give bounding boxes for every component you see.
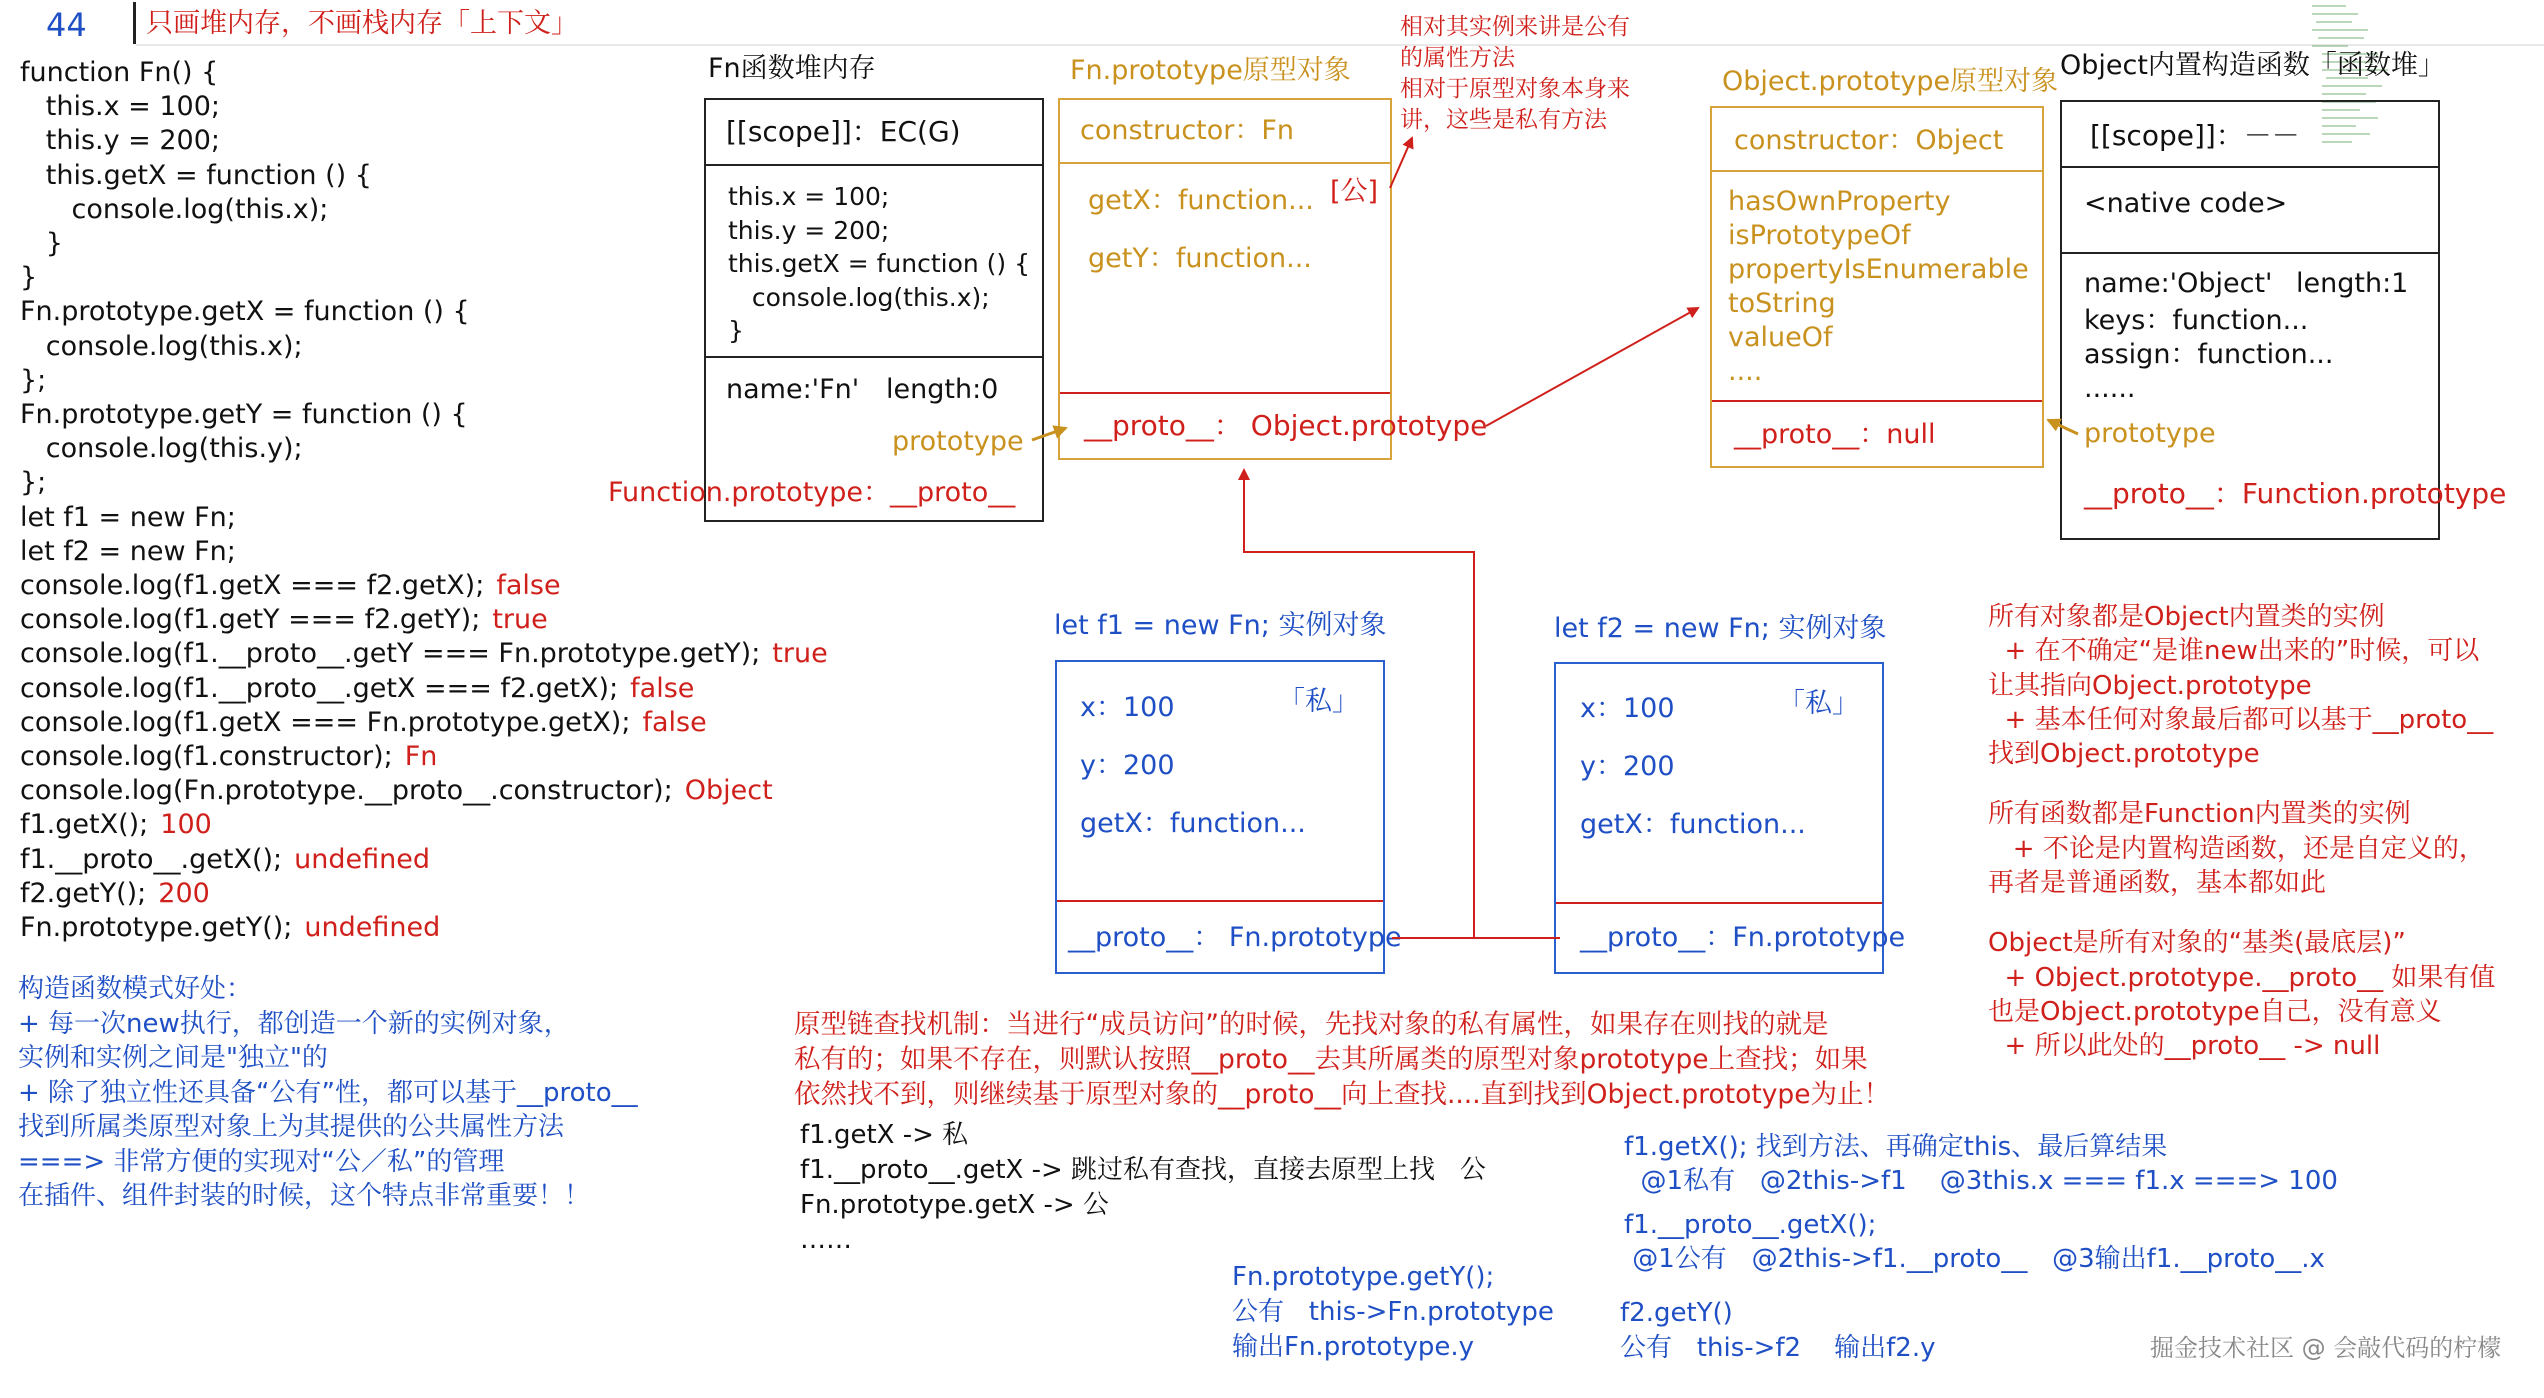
benefits-line: 实例和实例之间是"独立"的 <box>18 1043 328 1073</box>
code-text: let f1 = new Fn; <box>20 501 236 533</box>
code-text: this.x = 100; <box>20 91 220 123</box>
public-tag: [公] <box>1330 176 1379 207</box>
object-prototype-pointer-arrow <box>2048 420 2078 434</box>
right-note-line: 所有函数都是Function内置类的实例 <box>1988 799 2411 830</box>
code-result: undefined <box>304 912 441 944</box>
object-ctor-prop: ...... <box>2084 373 2136 404</box>
right-note-line: 找到Object.prototype <box>1988 739 2260 770</box>
public-note-line: 相对其实例来讲是公有 <box>1400 14 1630 40</box>
right-note-line: + 基本任何对象最后都可以基于__proto__ <box>1988 704 2494 735</box>
fn-name: name:'Fn' <box>726 374 860 405</box>
object-ctor-proto: __proto__：Function.prototype <box>2084 477 2507 510</box>
right-note-line: 也是Object.prototype自己，没有意义 <box>1988 996 2442 1027</box>
object-ctor-scope: [[scope]]：－－ <box>2090 119 2300 152</box>
object-ctor-prototype-label: prototype <box>2084 418 2216 449</box>
code-result: Fn <box>404 741 438 773</box>
f1-private-tag: 「私」 <box>1278 686 1359 717</box>
f2-x: x：100 <box>1580 693 1675 724</box>
code-text: console.log(f1.constructor); <box>20 741 393 773</box>
object-prototype-constructor: constructor：Object <box>1734 125 2004 156</box>
public-note-line: 的属性方法 <box>1400 45 1515 71</box>
object-ctor-length: length:1 <box>2296 268 2409 299</box>
lookup-example-line: f1.__proto__.getX -> 跳过私有查找，直接去原型上找 公 <box>800 1155 1486 1185</box>
code-text: console.log(f1.getY === f2.getY); <box>20 604 481 636</box>
code-text: f1.getX(); <box>20 809 149 841</box>
fn-prototype-label: prototype <box>892 426 1024 457</box>
fn-body-line: } <box>728 316 744 345</box>
call-note-line: 公有 this->Fn.prototype <box>1232 1297 1554 1327</box>
code-text: Fn.prototype.getY(); <box>20 912 293 944</box>
f2-getx: getX：function... <box>1580 809 1806 840</box>
fn-body-line: console.log(this.x); <box>728 282 990 312</box>
object-ctor-name: name:'Object' <box>2084 268 2273 299</box>
object-ctor-title: Object内置构造函数「函数堆」 <box>2060 50 2445 81</box>
benefits-line: + 每一次new执行，都创造一个新的实例对象， <box>18 1008 570 1039</box>
code-text: console.log(this.x); <box>20 193 329 225</box>
code-text: } <box>20 262 38 294</box>
code-text: f2.getY(); <box>20 877 147 909</box>
call-note-line: @1公有 @2this->f1.__proto__ @3输出f1.__proto__.x <box>1624 1244 2325 1274</box>
object-prototype-method: valueOf <box>1728 322 1833 353</box>
fn-prototype-getx: getX：function... <box>1088 185 1314 216</box>
code-text: }; <box>20 364 47 396</box>
right-note-line: 再者是普通函数，基本都如此 <box>1988 868 2327 899</box>
code-text: console.log(f1.getX === Fn.prototype.getX); <box>20 706 631 738</box>
f2-private-tag: 「私」 <box>1778 688 1859 719</box>
code-result: false <box>642 706 707 738</box>
slide-number: 44 <box>46 6 87 44</box>
fn-prototype-title: Fn.prototype原型对象 <box>1070 55 1351 86</box>
lookup-line: 依然找不到，则继续基于原型对象的__proto__向上查找....直到找到Object.prototype为止！ <box>794 1079 1891 1110</box>
lookup-line: 私有的；如果不存在，则默认按照__proto__去其所属类的原型对象prototype上查找；如果 <box>794 1044 1868 1075</box>
call-note-line: f1.getX(); 找到方法、再确定this、最后算结果 <box>1624 1132 2168 1162</box>
f1-title: let f1 = new Fn; 实例对象 <box>1054 610 1387 641</box>
fn-scope: [[scope]]：EC(G) <box>726 115 961 148</box>
code-text: function Fn() { <box>20 57 219 88</box>
object-ctor-prop: keys：function... <box>2084 305 2309 336</box>
code-result: 100 <box>160 809 212 841</box>
watermark: 掘金技术社区 @ 会敲代码的柠檬 <box>2150 1334 2502 1362</box>
object-prototype-method: propertyIsEnumerable <box>1728 254 2029 285</box>
code-text: console.log(f1.__proto__.getY === Fn.prototype.getY); <box>20 638 761 670</box>
code-text: f1.__proto__.getX(); <box>20 843 283 875</box>
instance-proto-arrow <box>1244 470 1474 938</box>
code-text: console.log(f1.__proto__.getX === f2.getX); <box>20 672 619 704</box>
code-result: Object <box>684 775 773 807</box>
object-ctor-prop: assign：function... <box>2084 339 2334 370</box>
fn-proto-label: Function.prototype：__proto__ <box>608 477 1016 508</box>
benefits-line: 构造函数模式好处： <box>18 974 253 1004</box>
f1-y: y：200 <box>1080 750 1175 781</box>
benefits-line: ===> 非常方便的实现对“公／私”的管理 <box>18 1146 505 1177</box>
code-text: Fn.prototype.getY = function () { <box>20 399 468 431</box>
object-prototype-method: .... <box>1728 356 1763 387</box>
fn-prototype-constructor: constructor：Fn <box>1080 115 1295 146</box>
fn-heap-title: Fn函数堆内存 <box>708 53 876 84</box>
lookup-example-line: Fn.prototype.getX -> 公 <box>800 1190 1109 1220</box>
fn-prototype-proto: __proto__： Object.prototype <box>1084 409 1488 442</box>
f1-getx: getX：function... <box>1080 808 1306 839</box>
lookup-example-line: …… <box>800 1225 852 1255</box>
fn-body-line: this.y = 200; <box>728 215 890 245</box>
code-result: true <box>492 604 548 636</box>
right-note-line: Object是所有对象的“基类(最底层)” <box>1988 928 2406 959</box>
call-note-line: f1.__proto__.getX(); <box>1624 1210 1877 1240</box>
public-note-line: 相对于原型对象本身来 <box>1400 76 1630 102</box>
right-note-line: + 不论是内置构造函数，还是自定义的， <box>1988 833 2485 864</box>
code-text: console.log(f1.getX === f2.getX); <box>20 570 485 602</box>
right-note-line: + 在不确定“是谁new出来的”时候，可以 <box>1988 636 2480 667</box>
object-prototype-proto: __proto__：null <box>1734 419 1936 450</box>
call-note-line: @1私有 @2this->f1 @3this.x === f1.x ===> 100 <box>1624 1166 2338 1196</box>
fn-length: length:0 <box>886 374 999 405</box>
object-prototype-method: toString <box>1728 288 1836 319</box>
code-text: let f2 = new Fn; <box>20 535 236 567</box>
fn-body-line: this.getX = function () { <box>728 249 1031 278</box>
public-note-line: 讲，这些是私有方法 <box>1400 107 1607 133</box>
code-text: Fn.prototype.getX = function () { <box>20 296 470 328</box>
f2-proto: __proto__：Fn.prototype <box>1580 922 1906 953</box>
public-note-arrow <box>1390 138 1412 188</box>
right-note-line: + Object.prototype.__proto__ 如果有值 <box>1988 962 2496 993</box>
code-result: 200 <box>158 877 210 909</box>
right-note-line: 所有对象都是Object内置类的实例 <box>1988 602 2385 632</box>
code-text: console.log(this.y); <box>20 433 303 465</box>
f2-title: let f2 = new Fn; 实例对象 <box>1554 613 1887 644</box>
object-prototype-method: isPrototypeOf <box>1728 220 1911 251</box>
call-note-line: 公有 this->f2 输出f2.y <box>1620 1333 1936 1363</box>
right-note-line: 让其指向Object.prototype <box>1988 670 2312 701</box>
fn-body-line: this.x = 100; <box>728 182 890 211</box>
fn-prototype-gety: getY：function... <box>1088 243 1312 274</box>
code-text: this.getX = function () { <box>20 159 372 191</box>
code-result: false <box>496 570 561 602</box>
code-text: }; <box>20 467 47 499</box>
lookup-line: 原型链查找机制：当进行“成员访问”的时候，先找对象的私有属性，如果存在则找的就是 <box>794 1009 1829 1040</box>
benefits-line: + 除了独立性还具备“公有”性，都可以基于__proto__ <box>18 1077 638 1108</box>
fn-prototype-to-object-prototype-arrow <box>1486 308 1698 426</box>
code-result: undefined <box>294 843 430 875</box>
object-prototype-title: Object.prototype原型对象 <box>1722 66 2059 97</box>
code-text: console.log(Fn.prototype.__proto__.constructor); <box>20 775 673 807</box>
f1-proto: __proto__： Fn.prototype <box>1068 922 1402 953</box>
benefits-line: 在插件、组件封装的时候，这个特点非常重要！！ <box>18 1181 591 1211</box>
code-text: } <box>20 228 63 260</box>
f1-x: x：100 <box>1080 692 1175 723</box>
fn-prototype-pointer-arrow <box>1032 428 1066 440</box>
code-text: this.y = 200; <box>20 125 220 157</box>
object-ctor-native: <native code> <box>2084 188 2288 219</box>
object-prototype-method: hasOwnProperty <box>1728 186 1951 217</box>
header-note: 只画堆内存，不画栈内存「上下文」 <box>146 8 578 39</box>
lookup-example-line: f1.getX -> 私 <box>800 1120 969 1150</box>
call-note-line: Fn.prototype.getY(); <box>1232 1262 1495 1292</box>
code-text: console.log(this.x); <box>20 330 303 362</box>
call-note-line: 输出Fn.prototype.y <box>1232 1332 1475 1362</box>
code-result: false <box>630 672 695 704</box>
f2-y: y：200 <box>1580 751 1675 782</box>
benefits-line: 找到所属类原型对象上为其提供的公共属性方法 <box>18 1112 565 1142</box>
right-note-line: + 所以此处的__proto__ -> null <box>1988 1031 2381 1062</box>
code-result: true <box>772 638 828 670</box>
call-note-line: f2.getY() <box>1620 1298 1733 1328</box>
